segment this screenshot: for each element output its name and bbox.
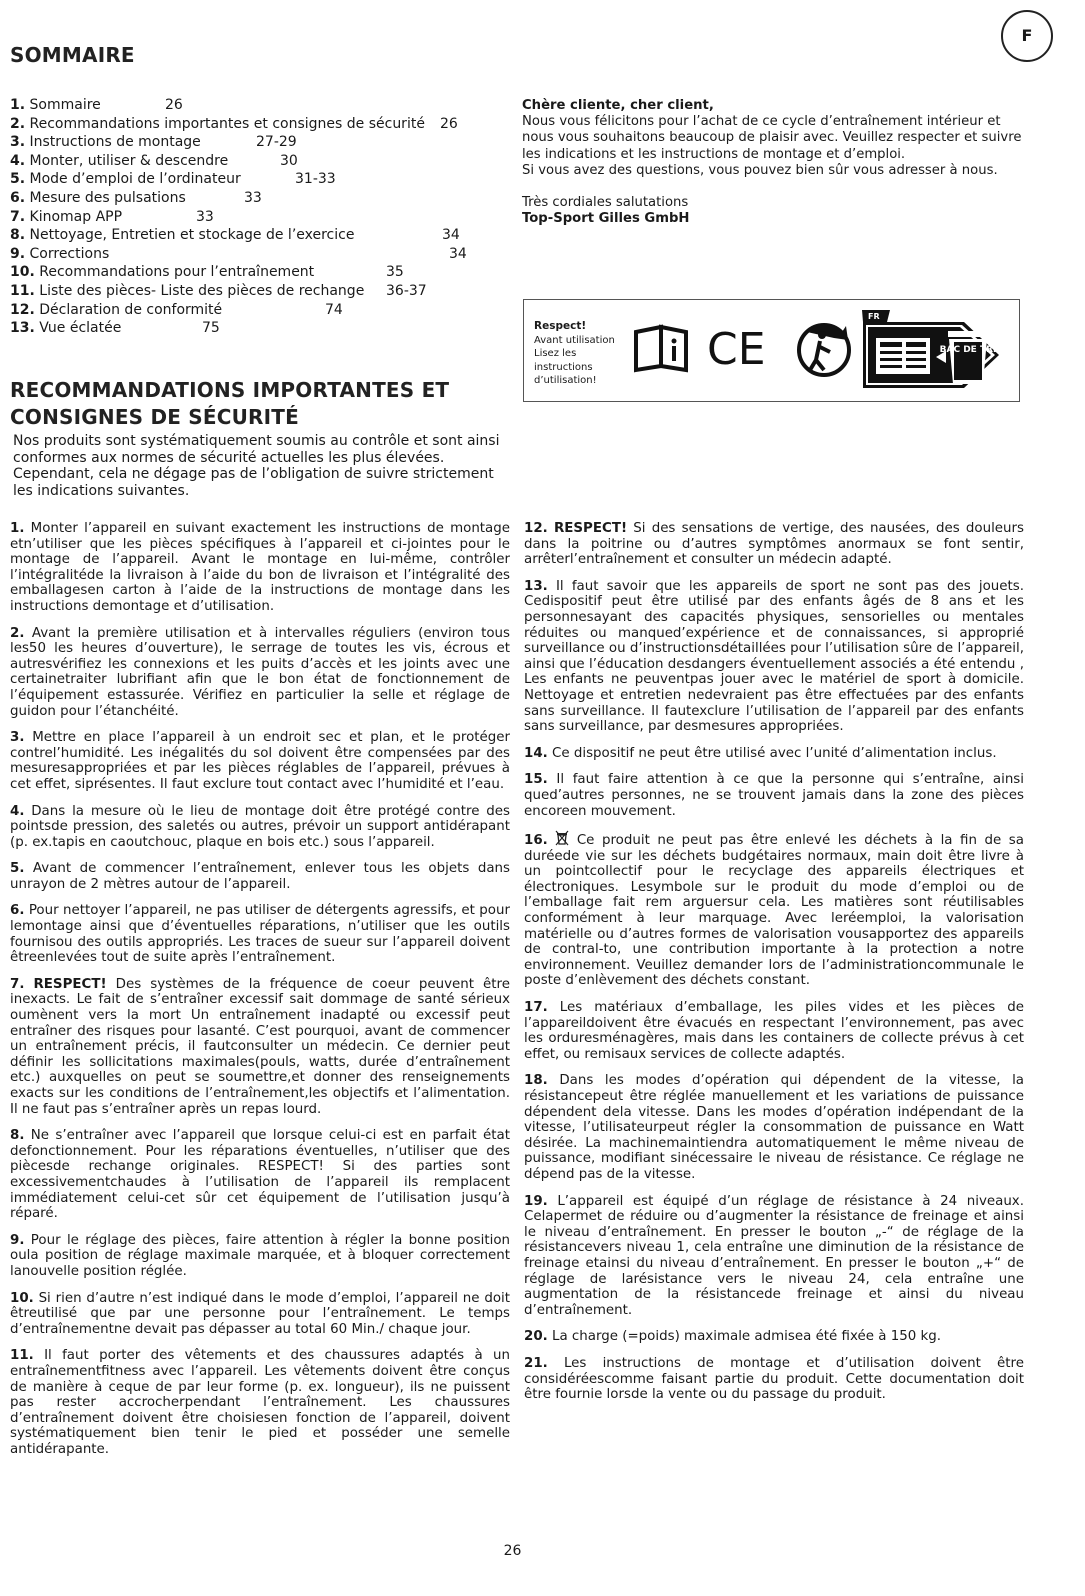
item-number: 3. — [10, 730, 25, 746]
greeting-company: Top-Sport Gilles GmbH — [522, 211, 690, 227]
toc-item[interactable] — [10, 152, 480, 171]
fr-label: FR — [868, 312, 880, 321]
toc-label: Vue éclatée — [39, 320, 122, 337]
item-number: 6. — [10, 903, 25, 919]
triman-logo — [863, 322, 999, 388]
toc-page: 26 — [440, 115, 458, 132]
toc-num: 1. — [10, 97, 26, 113]
toc-num: 2. — [10, 115, 26, 132]
safety-item — [524, 1194, 1024, 1319]
item-number: 14. — [524, 745, 548, 761]
greeting-salutation: Chère cliente, cher client, — [522, 98, 714, 113]
toc-label: Mode d’emploi de l’ordinateur — [29, 171, 241, 188]
item-text: Ce dispositif ne peut être utilisé avec l’unité d’alimentation inclus. — [552, 745, 997, 761]
toc-label: Nettoyage, Entretien et stockage de l’exercice — [29, 227, 355, 244]
safety-left-column — [10, 521, 510, 1468]
greeting-closing: Très cordiales salutations — [522, 195, 689, 211]
safety-item — [524, 579, 1024, 735]
leaflet-icon — [876, 338, 930, 374]
safety-item — [524, 746, 1024, 762]
toc-label: Liste des pièces- Liste des pièces de rechange — [39, 282, 365, 299]
symbols-box — [523, 299, 1020, 402]
toc-page: 75 — [202, 320, 220, 337]
item-number: 13. — [524, 578, 548, 594]
item-number: 10. — [10, 1290, 34, 1306]
item-number: 17. — [524, 1000, 548, 1016]
item-text: La charge (=poids) maximale admisea été fixée à 150 kg. — [552, 1329, 942, 1345]
safety-item — [10, 626, 510, 720]
toc-num: 5. — [10, 171, 26, 188]
toc-num: 3. — [10, 134, 26, 151]
safety-title: RECOMMANDATIONS IMPORTANTES ET CONSIGNES DE SÉCURITÉ — [10, 378, 450, 429]
item-text: Les instructions de montage et d’utilisation doivent être considéréescomme faisant partie du produit. Cette documentation doit être fournie lorsde la vente ou du passage du produit. — [524, 1355, 1024, 1403]
item-text: Pour le réglage des pièces, faire attention à régler la bonne position oula position de réglage maximale marquée, et à bloquer correctement lanouvelle position réglée. — [10, 1232, 511, 1279]
page-number: 26 — [503, 1543, 522, 1559]
sommaire-title: SOMMAIRE — [10, 43, 135, 67]
item-text: Des systèmes de la fréquence de coeur peuvent être inexacts. Le fait de s’entraîner excessif sait dommage de santé sérieux oumènent vers la mort Un entraînement inadapté ou excessif peut entraîner des risques pour lasanté. C’est pourquoi, avant de commencer un entraînement précis, il fautconsulter un médecin. Ce dernier peut définir les sollicitations maximales(pouls, watts, durée d’entraînement etc.) auxquelles on peut se soumettre,et donner des renseignements exacts sur les conditions de l’entraînement,les objectifs et l’alimentation. Il ne faut pas s’entraîner après un repas lourd. — [10, 976, 510, 1117]
safety-item — [10, 1291, 510, 1338]
item-text: Avant la première utilisation et à intervalles réguliers (environ tous les50 les heures d’ouverture), le serrage de toutes les vis, écrous et autresvérifiez les connexions et les puits d’accès et les joints avec une certainetraiter lubrifiant afin que le bon état de fonctionnement de l’équipement estassurée. Vérifiez en particulier la selle et réglage de guidon pour l’étanchéité. — [10, 625, 510, 719]
safety-item — [10, 977, 510, 1117]
recycling-person-icon — [799, 325, 849, 375]
language-badge: F — [1001, 10, 1053, 62]
greeting-questions: Si vous avez des questions, vous pouvez bien sûr vous adresser à nous. — [522, 162, 998, 178]
safety-item — [524, 772, 1024, 819]
safety-item — [524, 830, 1024, 989]
toc-label: Recommandations importantes et consignes de sécurité — [29, 115, 425, 132]
toc-num: 9. — [10, 245, 26, 262]
toc-label: Déclaration de conformité — [39, 301, 223, 318]
item-text: Il faut porter des vêtements et des chaussures adaptés à un entraînementfitness avec l’appareil. Les vêtements doivent être conçus de manière à ceque de par leur forme (p. ex. longueur), ils ne puissent pas rester accrocherpendant l’entraînement. Les chaussures d’entraînement doivent être choisiesen fonction de l’appareil, doivent systématiquement bien tenir le pied et posséder une semelle antidérapante. — [10, 1348, 510, 1457]
item-number: 8. — [10, 1128, 25, 1144]
item-number: 12. — [524, 521, 548, 536]
toc-label: Sommaire — [29, 97, 101, 113]
safety-item — [10, 1348, 510, 1457]
toc-label: Mesure des pulsations — [29, 189, 186, 206]
toc-label: Instructions de montage — [29, 134, 201, 151]
toc-item[interactable] — [10, 263, 480, 282]
safety-item — [10, 804, 510, 851]
toc-page: 26 — [165, 97, 183, 113]
bac-de-tri-label: BAC DE TRI — [939, 345, 997, 355]
toc-item[interactable] — [10, 96, 480, 115]
crossed-bin-icon — [555, 830, 569, 846]
toc-num: 12. — [10, 301, 35, 318]
toc-num: 8. — [10, 227, 26, 244]
respect-title: Respect! — [534, 320, 587, 332]
item-text: Il faut faire attention à ce que la personne qui s’entraîne, ainsi qued’autres personnes, ne se trouvent jamais dans la zone des pièces encoreen mouvement. — [524, 772, 1024, 819]
item-text: Ne s’entraîner avec l’appareil que lorsque celui-ci est en parfait état defonctionnement. Pour les réparations éventuelles, n’utiliser que des piècesde rechange originales. RESPECT! Si des parties sont excessivementchaudes à l’utilisation de l’appareil ils remplacent immédiatement celui-cet sûr cet équipement de l’utilisation jusqu’à réparé. — [10, 1128, 510, 1222]
table-of-contents — [10, 96, 480, 338]
toc-page: 31-33 — [295, 171, 336, 188]
item-number: 5. — [10, 861, 25, 877]
item-warning: RESPECT! — [33, 976, 107, 992]
safety-item — [10, 903, 510, 965]
item-number: 11. — [10, 1348, 34, 1364]
item-text: Il faut savoir que les appareils de sport ne sont pas des jouets. Cedispositif peut être utilisé par des enfants âgés de 8 ans et les personnesayant des capacités physiques, sensorielles ou mentales réduites ou manqued’expérience et de connaissances, si approprié surveillance ou d’instructionsdétaillées pour l’utilisation sûre de l’appareil, ainsi que l’éducation desdangers éventuellement associés a été entendu , Les enfants ne peuventpas jouer avec le matériel de sport à domicile. Nettoyage et entretien nedevraient pas être effectuées par des enfants sans surveillance. Il fautexclure l’utilisation de l’appareil par des enfants sans surveillance, par desmesures appropriées. — [524, 578, 1024, 735]
toc-page: 27-29 — [256, 134, 297, 151]
safety-item — [10, 1233, 510, 1280]
safety-item — [10, 1128, 510, 1222]
toc-item[interactable] — [10, 208, 480, 227]
item-text: Si rien d’autre n’est indiqué dans le mode d’emploi, l’appareil ne doit êtreutilisé que par une personne pour l’entraînement. Le temps d’entraînementne devait pas dépasser au total 60 Min./ chaque jour. — [10, 1290, 510, 1337]
toc-item[interactable] — [10, 301, 480, 320]
toc-item[interactable] — [10, 133, 480, 152]
item-text: Dans la mesure où le lieu de montage doit être protégé contre des pointsde pression, des saletés ou autres, prévoir un support antidérapant (p. ex.tapis en caoutchouc, plaque en bois etc.) sous l’appareil. — [10, 803, 510, 850]
item-text: L’appareil est équipé d’un réglage de résistance à 24 niveaux. Celapermet de réduire ou d’augmenter la résistance de freinage et ainsi le niveau d’entraînement. En presser le bouton „-“ de réglage de la résistancevers niveau 1, cela entraîne une diminution de la résistance de freinage etainsi du niveau d’entraînement. En presser le bouton „+“ de réglage de larésistance vers le niveau 24, cela entraîne une augmentation de la résistancede freinage et ainsi du niveau d’entraînement. — [524, 1193, 1024, 1318]
toc-item[interactable] — [10, 226, 480, 245]
respect-text: Avant utilisation Lisez les instructions d’utilisation! — [534, 334, 615, 386]
toc-label: Recommandations pour l’entraînement — [39, 264, 315, 281]
item-number: 2. — [10, 625, 25, 641]
safety-right-column — [524, 521, 1024, 1414]
ce-mark-icon: CE — [707, 324, 766, 375]
safety-item — [524, 521, 1024, 568]
item-number: 21. — [524, 1355, 548, 1371]
manual-book-icon — [636, 327, 686, 370]
toc-num: 13. — [10, 320, 35, 337]
toc-item[interactable] — [10, 245, 480, 264]
toc-page: 30 — [280, 152, 298, 169]
toc-num: 7. — [10, 208, 26, 225]
item-number: 19. — [524, 1193, 548, 1209]
safety-item — [10, 730, 510, 792]
item-text: Ce produit ne peut pas être enlevé les déchets à la fin de sa duréede vie sur les déchets budgétaires normaux, main doit être livre à un pointcollectif pour le recyclage des appareils électriques et électroniques. Lesymbole sur le produit du mode d’emploi ou de l’emballage fait rem arguersur cela. Les matières sont réutilisables conformément à leur marquage. Avec leréemploi, la valorisation matérielle ou d’autres formes de valorisation vousapportez des appareils de contral-to, une contribution importante à la protection a notre environnement. Veuillez demander lors de l’administrationcommunale le poste d’enlèvement des déchets constant. — [524, 833, 1024, 989]
symbols-graphic — [524, 300, 1019, 401]
safety-item — [524, 1329, 1024, 1345]
item-number: 4. — [10, 803, 25, 819]
safety-item — [524, 1073, 1024, 1182]
toc-num: 11. — [10, 282, 35, 299]
safety-item — [524, 1000, 1024, 1062]
item-text: Si des sensations de vertige, des nausées, des douleurs dans la poitrine ou d’autres symptômes anormaux se font sentir, arrêterl’entraînement et consulter un médecin adapté. — [524, 521, 1025, 568]
safety-item — [10, 521, 510, 615]
toc-page: 33 — [244, 189, 262, 206]
greeting-body: Nous vous félicitons pour l’achat de ce cycle d’entraînement intérieur et nous vous souhaitons beaucoup de plaisir avec. Veuillez respecter et suivre les indications et les instructions de montage et d’emploi. — [522, 114, 1022, 162]
greeting-block — [522, 98, 1032, 227]
toc-page: 34 — [442, 227, 460, 244]
item-number: 9. — [10, 1232, 25, 1248]
toc-item[interactable] — [10, 189, 480, 208]
safety-intro: Nos produits sont systématiquement soumis au contrôle et sont ainsi conformes aux normes de sécurité actuelles les plus élevées. Cependant, cela ne dégage pas de l’obligation de suivre strictement les indications suivantes. — [13, 433, 500, 499]
item-number: 18. — [524, 1073, 548, 1089]
toc-num: 10. — [10, 264, 35, 281]
item-text: Les matériaux d’emballage, les piles vides et les pièces de l’appareildoivent être évacués en respectant l’environnement, pas avec les orduresménagères, mais dans les containers de collecte prévus à cet effet, ou remisaux services de collecte adaptés. — [524, 1000, 1024, 1062]
toc-label: Corrections — [29, 245, 110, 262]
item-text: Dans les modes d’opération qui dépendent de la vitesse, la résistancepeut être réglée manuellement et les variations de puissance dépendent dela vitesse. Dans les modes d’opération indépendant de la vitesse, l’utilisateurpeut régler la consommation de puissance en Watt désirée. La machinemaintiendra automatiquement le même niveau de puissance, modifiant sinécessaire le niveau de résistance. Ce réglage ne dépend pas de la vitesse. — [524, 1073, 1024, 1182]
item-text: Avant de commencer l’entraînement, enlever tous les objets dans unrayon de 2 mètres autour de l’appareil. — [10, 861, 510, 892]
toc-label: Monter, utiliser & descendre — [29, 152, 229, 169]
toc-page: 35 — [386, 264, 404, 281]
toc-page: 34 — [449, 245, 467, 262]
item-number: 16. — [524, 833, 548, 849]
safety-item — [524, 1356, 1024, 1403]
toc-item[interactable] — [10, 282, 480, 301]
item-text: Mettre en place l’appareil à un endroit sec et plan, et le protéger contrel’humidité. Les inégalités du sol doivent être compensées par des mesuresappropriées et par les pièces réglables de l’appareil, prévues à cet effet, siprésentes. Il faut exclure tout contact avec l’humidité et l’eau. — [10, 730, 510, 792]
item-number: 20. — [524, 1329, 548, 1345]
toc-num: 4. — [10, 152, 26, 169]
toc-item[interactable] — [10, 170, 480, 189]
toc-page: 36-37 — [386, 282, 427, 299]
item-number: 1. — [10, 521, 25, 536]
toc-num: 6. — [10, 189, 26, 206]
item-warning: RESPECT! — [553, 521, 628, 536]
toc-item[interactable] — [10, 115, 480, 134]
toc-label: Kinomap APP — [29, 208, 123, 225]
toc-item[interactable] — [10, 319, 480, 338]
item-number: 15. — [524, 772, 548, 788]
item-text: Pour nettoyer l’appareil, ne pas utiliser de détergents agressifs, et pour lemontage ainsi que d’éventuelles réparations, n’utiliser que les outils fournisou des outils appropriés. Les traces de sueur sur l’appareil doivent êtreenlevées tout de suite après l’entraînement. — [10, 903, 510, 966]
safety-item — [10, 861, 510, 892]
toc-page: 74 — [325, 301, 343, 318]
item-text: Monter l’appareil en suivant exactement les instructions de montage etn’utiliser que les pièces spécifiques à l’appareil et ci-jointes pour le montage de l’appareil. Avant le montage en lui-même, contrôler l’intégralitéde la livraison à l’aide du bon de livraison et l’intégralité des emballagesen carton à l’aide de la instructions de montage dans les instructions demontage et d’utilisation. — [10, 521, 511, 614]
toc-page: 33 — [196, 208, 214, 225]
item-number: 7. — [10, 976, 25, 992]
